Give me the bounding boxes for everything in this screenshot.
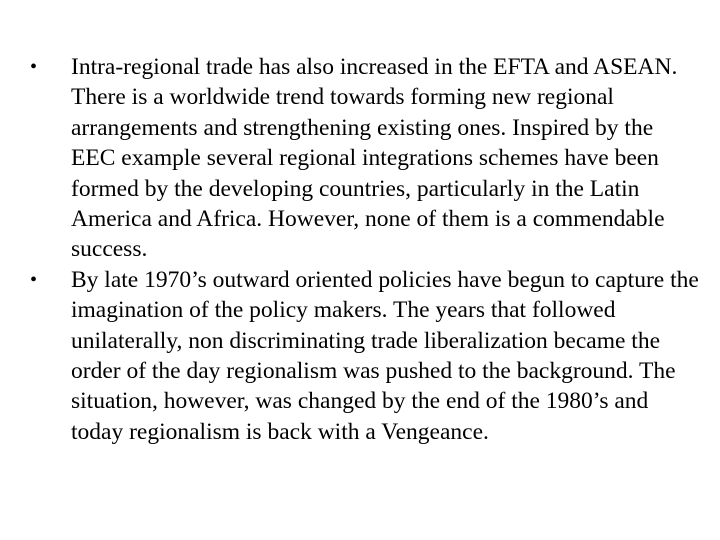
bullet-text: Intra-regional trade has also increased in the EFTA and ASEAN. There is a worldwide trend towards forming new regional arrangements and strengthening existing ones. Inspired by the EEC example several regional integrations schemes have been formed by the developing countries, particularly in the Latin America and Africa. However, none of them is a commendable success. [71,54,678,263]
bullet-item [30,52,700,265]
bullet-list [30,52,700,447]
bullet-item [30,265,700,447]
bullet-text: By late 1970’s outward oriented policies have begun to capture the imagination of the policy makers. The years that followed unilaterally, non discriminating trade liberalization became the order of the day regionalism was pushed to the background. The situation, however, was changed by the end of the 1980’s and today regionalism is back with a Vengeance. [71,266,699,445]
bullet-icon: • [30,268,38,291]
bullet-icon: • [30,56,38,78]
